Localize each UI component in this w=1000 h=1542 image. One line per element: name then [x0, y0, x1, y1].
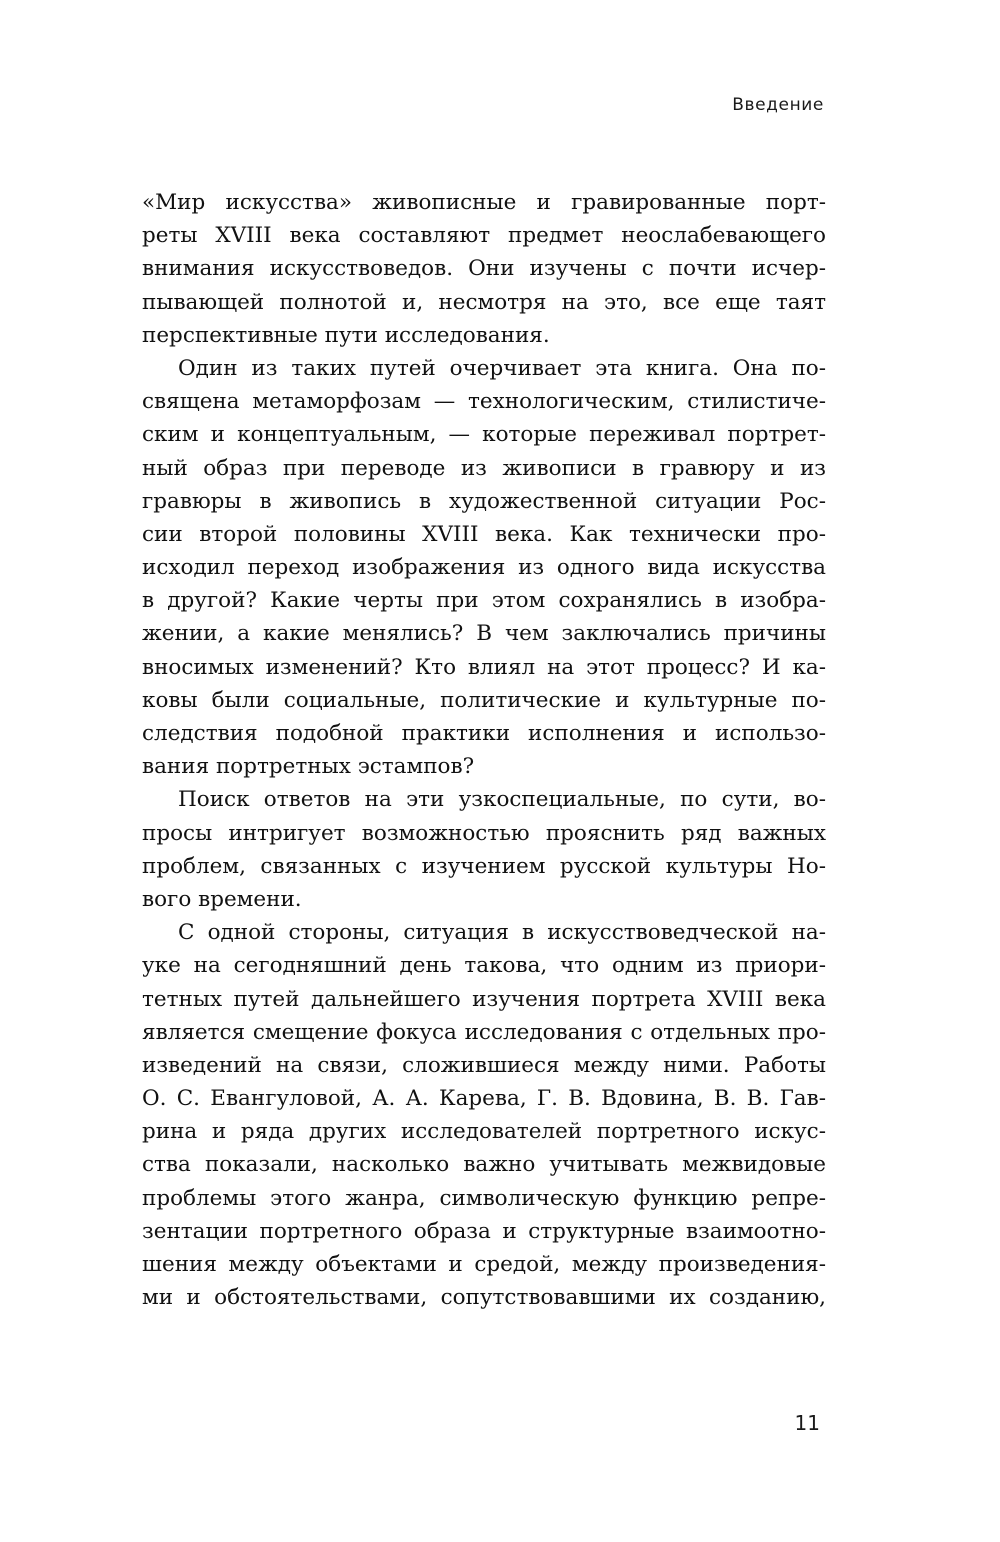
text-line: гравюры в живопись в художественной ситуации Рос-	[142, 488, 826, 514]
text-line: шения между объектами и средой, между произведения-	[142, 1252, 826, 1277]
paragraph-3	[142, 783, 826, 916]
text-line: в другой? Какие черты при этом сохранялись в изобра-	[142, 588, 826, 614]
text-line: реты XVIII века составляют предмет неослабевающего	[142, 223, 826, 249]
text-line: ства показали, насколько важно учитывать межвидовые	[142, 1152, 826, 1178]
text-line: зентации портретного образа и структурные взаимоотно-	[142, 1218, 826, 1244]
paragraph-4	[142, 916, 826, 1314]
text-line: рина и ряда других исследователей портретного искус-	[142, 1119, 826, 1145]
text-line: исходил переход изображения из одного вида искусства	[142, 555, 826, 581]
text-line: следствия подобной практики исполнения и использо-	[142, 721, 826, 746]
text-line: ный образ при переводе из живописи в гравюру и из	[142, 455, 826, 481]
text-line: Один из таких путей очерчивает эта книга. Она по-	[178, 355, 826, 381]
text-line: сии второй половины XVIII века. Как технически про-	[142, 521, 826, 547]
text-line: внимания искусствоведов. Они изучены с почти исчер-	[142, 256, 826, 282]
text-line: пывающей полнотой и, несмотря на это, все еще таят	[142, 289, 826, 315]
text-line: священа метаморфозам — технологическим, стилистиче-	[142, 389, 826, 415]
text-line: просы интригует возможностью прояснить ряд важных	[142, 820, 826, 846]
text-line: Поиск ответов на эти узкоспециальные, по сути, во-	[178, 787, 826, 813]
text-line: вания портретных эстампов?	[142, 754, 475, 780]
text-line: С одной стороны, ситуация в искусствоведческой на-	[178, 920, 826, 946]
text-line: вносимых изменений? Кто влиял на этот процесс? И ка-	[142, 654, 826, 680]
paragraph-1	[142, 186, 826, 352]
page-number: 11	[794, 1411, 820, 1435]
text-line: перспективные пути исследования.	[142, 322, 550, 348]
paragraph-2	[142, 352, 826, 783]
text-line: является смещение фокуса исследования с отдельных про-	[142, 1019, 826, 1045]
text-line: ми и обстоятельствами, сопутствовавшими их созданию,	[142, 1285, 826, 1311]
text-line: ковы были социальные, политические и культурные по-	[142, 687, 826, 713]
text-line: вого времени.	[142, 886, 302, 912]
text-line: ским и концептуальным, — которые переживал портрет-	[142, 422, 826, 448]
running-header: Введение	[732, 95, 824, 115]
text-line: тетных путей дальнейшего изучения портрета XVIII века	[142, 986, 826, 1012]
text-line: уке на сегодняшний день такова, что одним из приори-	[142, 953, 826, 979]
text-line: проблем, связанных с изучением русской культуры Но-	[142, 853, 826, 879]
text-line: проблемы этого жанра, символическую функцию репре-	[142, 1185, 826, 1211]
text-line: изведений на связи, сложившиеся между ними. Работы	[142, 1052, 826, 1078]
text-line: «Мир искусства» живописные и гравированные порт-	[142, 190, 826, 215]
text-line: О. С. Евангуловой, А. А. Карева, Г. В. Вдовина, В. В. Гав-	[142, 1086, 826, 1112]
body-text	[142, 186, 826, 1314]
text-line: жении, а какие менялись? В чем заключались причины	[142, 621, 826, 647]
